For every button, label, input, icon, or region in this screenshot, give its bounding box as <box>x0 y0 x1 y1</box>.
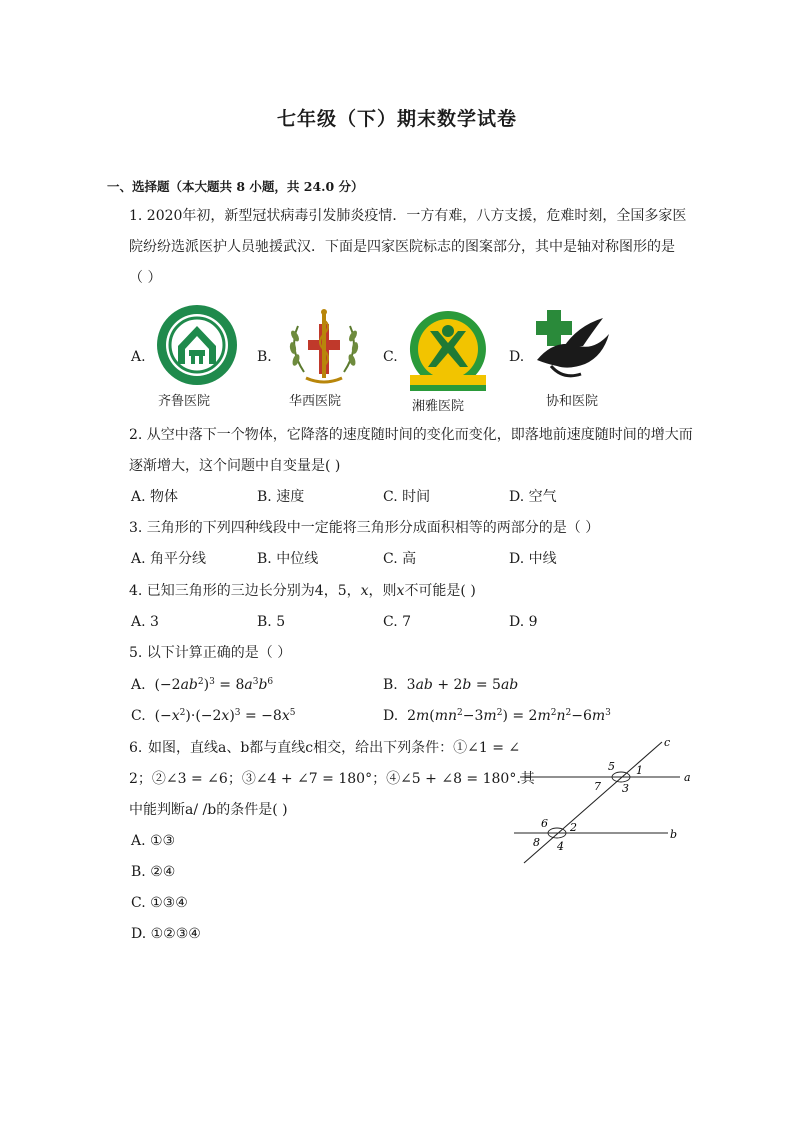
q2-line2: 逐渐增大，这个问题中自变量是( ) <box>129 458 341 474</box>
q4-option-a[interactable]: A. 3 <box>131 614 159 630</box>
q6-option-d[interactable]: D. ①②③④ <box>131 926 201 942</box>
q1-option-a-caption: 齐鲁医院 <box>158 394 211 409</box>
q1-option-d-caption: 协和医院 <box>546 394 599 409</box>
angle-1-label: 1 <box>636 764 643 777</box>
q1-option-a-label[interactable]: A. <box>131 349 146 365</box>
line-a-label: a <box>684 771 691 784</box>
q5-option-c[interactable]: C. $(-x^2)\cdot(-2x)^3 = -8x^5$ <box>131 708 296 724</box>
line-c <box>524 742 662 863</box>
q6-line1: 如图，直线a、b都与直线c相交，给出下列条件：①∠1 = ∠ <box>148 740 521 756</box>
q6-option-a[interactable]: A. ①③ <box>131 833 176 849</box>
qilu-hospital-logo-icon <box>156 304 238 386</box>
q6-option-c[interactable]: C. ①③④ <box>131 895 188 911</box>
angle-7-label: 7 <box>594 780 601 793</box>
q5-option-d[interactable]: D. $2m(mn^2-3m^2) = 2m^2n^2-6m^3$ <box>383 708 611 724</box>
q3-line1: 3. 三角形的下列四种线段中一定能将三角形分成面积相等的两部分的是（ ） <box>129 520 600 536</box>
q1-option-c-label[interactable]: C. <box>383 349 398 365</box>
q5-line1: 5. 以下计算正确的是（ ） <box>129 645 292 661</box>
q1-option-b-label[interactable]: B. <box>257 349 272 365</box>
page-title: 七年级（下）期末数学试卷 <box>276 108 517 130</box>
q6-line3: 中能判断a/ /b的条件是( ) <box>129 802 288 818</box>
q1-option-d-label[interactable]: D. <box>509 349 525 365</box>
q2-option-a[interactable]: A. 物体 <box>131 489 179 505</box>
q2-option-c[interactable]: C. 时间 <box>383 489 431 505</box>
xiehe-hospital-logo-icon <box>533 308 613 384</box>
angle-8-label: 8 <box>533 836 540 849</box>
q1-option-c-caption: 湘雅医院 <box>412 399 465 414</box>
q5-option-a[interactable]: A. $(-2ab^2)^3 = 8a^3b^6$ <box>131 677 274 693</box>
huaxi-hospital-logo-icon <box>282 306 366 390</box>
q3-option-a[interactable]: A. 角平分线 <box>131 551 207 567</box>
q2-option-d[interactable]: D. 空气 <box>509 489 557 505</box>
q3-option-b[interactable]: B. 中位线 <box>257 551 319 567</box>
q6-option-b[interactable]: B. ②④ <box>131 864 176 880</box>
q4-option-c[interactable]: C. 7 <box>383 614 412 630</box>
q4-option-d[interactable]: D. 9 <box>509 614 538 630</box>
angle-4-label: 4 <box>557 840 564 853</box>
q2-option-b[interactable]: B. 速度 <box>257 489 305 505</box>
angle-3-label: 3 <box>622 782 629 795</box>
q2-line1: 2. 从空中落下一个物体，它降落的速度随时间的变化而变化，即落地前速度随时间的增大而 <box>129 427 693 443</box>
q6-line2: 2；②∠3 = ∠6；③∠4 + ∠7 = 180°；④∠5 + ∠8 = 180°.其 <box>129 771 535 787</box>
q3-option-c[interactable]: C. 高 <box>383 551 417 567</box>
section-heading: 一、选择题（本大题共 8 小题，共 24.0 分） <box>107 179 364 194</box>
q6-number: 6. <box>129 740 143 756</box>
q1-line1: 1. 2020年初，新型冠状病毒引发肺炎疫情．一方有难，八方支援，危难时刻，全国多家医 <box>129 208 687 224</box>
q5-option-b[interactable]: B. 3ab + 2b = 5ab <box>383 677 519 693</box>
parallel-lines-figure <box>508 730 708 870</box>
xiangya-hospital-logo-icon <box>406 309 490 393</box>
angle-2-label: 2 <box>570 821 577 834</box>
q1-option-b-caption: 华西医院 <box>289 394 342 409</box>
q4-option-b[interactable]: B. 5 <box>257 614 286 630</box>
q3-option-d[interactable]: D. 中线 <box>509 551 557 567</box>
angle-6-label: 6 <box>541 817 548 830</box>
q1-line3: （ ） <box>129 270 162 286</box>
angle-5-label: 5 <box>608 760 615 773</box>
line-b-label: b <box>670 828 678 841</box>
q1-line2: 院纷纷选派医护人员驰援武汉．下面是四家医院标志的图案部分，其中是轴对称图形的是 <box>129 239 675 255</box>
line-c-label: c <box>664 736 671 749</box>
q4-line1: 4. 已知三角形的三边长分别为4，5，x，则x不可能是( ) <box>129 583 476 599</box>
